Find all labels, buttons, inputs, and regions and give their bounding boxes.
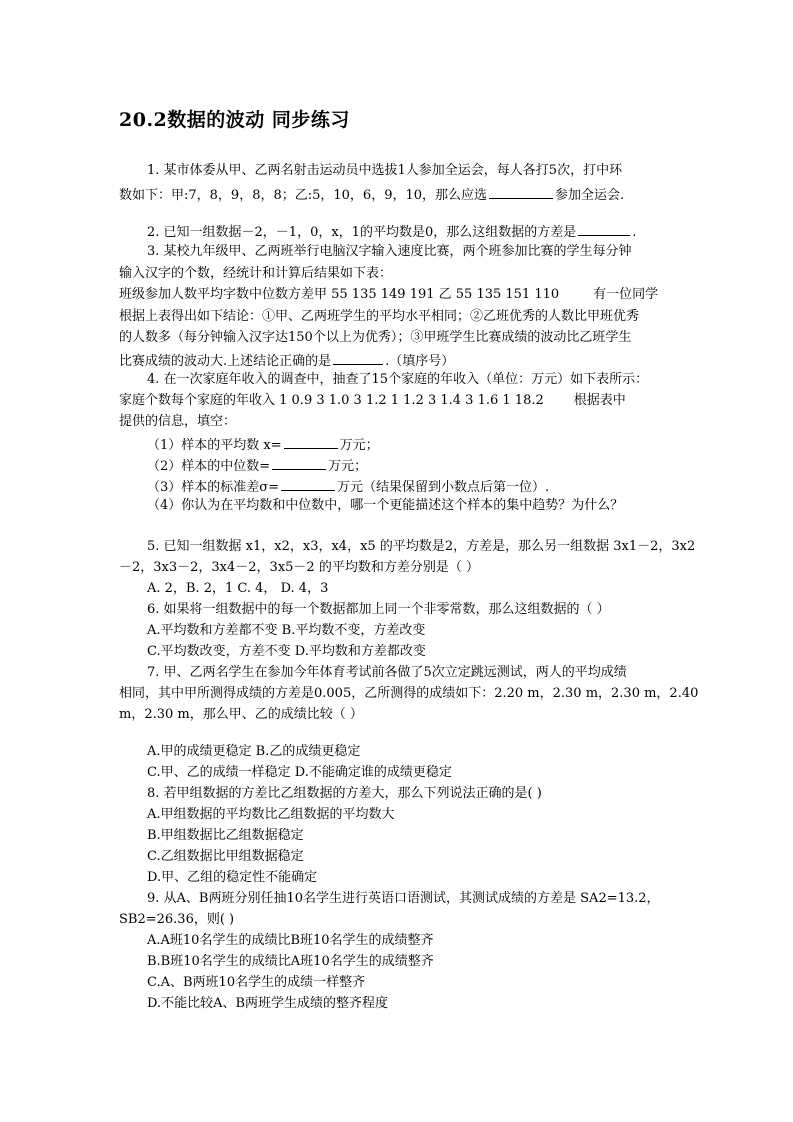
q1-line1: 1. 某市体委从甲、乙两名射击运动员中选拔1人参加全运会，每人各打5次，打中环 (147, 163, 623, 178)
q9-option-a: A.A班10名学生的成绩比B班10名学生的成绩整齐 (147, 933, 434, 948)
q4-line2-end: 根据表中 (573, 393, 626, 408)
q4-sub3-blank (281, 477, 335, 491)
q4-table-text: 家庭个数每个家庭的年收入 1 0.9 3 1.0 3 1.2 1 1.2 3 1.4 3 1.6 1 18.2 (119, 393, 544, 408)
q4-sub1-end: 万元； (339, 438, 379, 453)
q6-line1: 6. 如果将一组数据中的每一个数据都加上同一个非零常数，那么这组数据的（ ） (147, 602, 610, 617)
q3-line5: 的人数多（每分钟输入汉字达150个以上为优秀）；③甲班学生比赛成绩的波动比乙班学生 (119, 330, 632, 345)
q4-sub1-text: （1）样本的平均数 x= (147, 438, 282, 453)
q3-line6-end: .（填序号） (385, 354, 455, 369)
q4-line3: 提供的信息，填空： (119, 414, 237, 429)
q7-options-cd: C.甲、乙的成绩一样稳定 D.不能确定谁的成绩更稳定 (147, 765, 452, 780)
q8-option-b: B.甲组数据比乙组数据稳定 (147, 828, 304, 843)
q2-answer-blank (578, 222, 630, 236)
q3-line4: 根据上表得出如下结论：①甲、乙两班学生的平均水平相同；②乙班优秀的人数比甲班优秀 (119, 309, 640, 324)
q3-line3-end: 有一位同学 (593, 287, 659, 302)
q5-options: A. 2，B. 2，1 C. 4， D. 4，3 (147, 581, 329, 596)
q3-line2: 输入汉字的个数，经统计和计算后结果如下表： (119, 266, 393, 281)
q4-sub3-end: 万元（结果保留到小数点后第一位）. (337, 480, 550, 495)
q8-option-c: C.乙组数据比甲组数据稳定 (147, 849, 304, 864)
q4-sub2-blank (272, 456, 326, 470)
q4-sub1 (147, 435, 379, 454)
q7-line1: 7. 甲、乙两名学生在参加今年体育考试前各做了5次立定跳远测试，两人的平均成绩 (147, 665, 627, 680)
q9-option-c: C.A、B两班10名学生的成绩一样整齐 (147, 975, 366, 990)
q9-option-b: B.B班10名学生的成绩比A班10名学生的成绩整齐 (147, 954, 434, 969)
q4-sub2-text: （2）样本的中位数= (147, 459, 271, 474)
q6-options-cd: C.平均数改变，方差不变 D.平均数和方差都改变 (147, 644, 426, 659)
q5-line2: －2，3x3－2，3x4－2，3x5－2 的平均数和方差分别是（ ） (119, 560, 479, 575)
q4-line1: 4. 在一次家庭年收入的调查中，抽查了15个家庭的年收入（单位：万元）如下表所示： (147, 372, 649, 387)
q6-options-ab: A.平均数和方差都不变 B.平均数不变，方差改变 (147, 623, 426, 638)
q4-sub3-text: （3）样本的标准差σ= (147, 480, 280, 495)
q4-sub1-blank (284, 435, 338, 449)
q1-line2-end: 参加全运会. (555, 188, 625, 203)
q3-table-text: 班级参加人数平均字数中位数方差甲 55 135 149 191 乙 55 135 151 110 (119, 287, 560, 302)
q1-answer-blank (489, 185, 553, 199)
q9-option-d: D.不能比较A、B两班学生成绩的整齐程度 (147, 996, 389, 1011)
q3-line1: 3. 某校九年级甲、乙两班举行电脑汉字输入速度比赛，两个班参加比赛的学生每分钟 (147, 244, 632, 259)
q4-sub2 (147, 456, 367, 475)
q2-line (147, 222, 636, 241)
q9-line2: SB2=26.36，则( ) (119, 912, 235, 927)
q4-line2 (119, 393, 626, 409)
q5-line1: 5. 已知一组数据 x1，x2，x3，x4，x5 的平均数是2，方差是，那么另一组数据 3x1－2，3x2 (147, 539, 696, 554)
q7-line3: m，2.30 m，那么甲、乙的成绩比较（ ） (119, 707, 363, 722)
q2-end: . (632, 225, 637, 240)
q3-line6-text: 比赛成绩的波动大.上述结论正确的是 (119, 354, 332, 369)
q3-line6 (119, 351, 454, 370)
q1-line2-text: 数如下：甲:7，8，9，8，8；乙:5，10，6，9，10，那么应选 (119, 188, 488, 203)
q8-option-d: D.甲、乙组的稳定性不能确定 (147, 870, 318, 885)
q4-sub3 (147, 477, 549, 496)
q2-text: 2. 已知一组数据－2，－1，0，x，1的平均数是0，那么这组数据的方差是 (147, 225, 577, 240)
q8-line1: 8. 若甲组数据的方差比乙组数据的方差大，那么下列说法正确的是( ) (147, 786, 542, 801)
page-title: 20.2数据的波动 同步练习 (119, 109, 350, 131)
q7-options-ab: A.甲的成绩更稳定 B.乙的成绩更稳定 (147, 744, 361, 759)
q1-line2 (119, 185, 624, 204)
q3-answer-blank (333, 351, 383, 365)
q4-sub4: （4）你认为在平均数和中位数中，哪一个更能描述这个样本的集中趋势？为什么？ (147, 498, 624, 513)
q3-line3 (119, 287, 658, 303)
q9-line1: 9. 从A、B两班分别任抽10名学生进行英语口语测试，其测试成绩的方差是 SA2=13.2， (147, 891, 660, 906)
q4-sub2-end: 万元； (328, 459, 368, 474)
q8-option-a: A.甲组数据的平均数比乙组数据的平均数大 (147, 807, 395, 822)
q7-line2: 相同，其中甲所测得成绩的方差是0.005，乙所测得的成绩如下：2.20 m，2.30 m，2.30 m，2.40 (119, 686, 699, 701)
